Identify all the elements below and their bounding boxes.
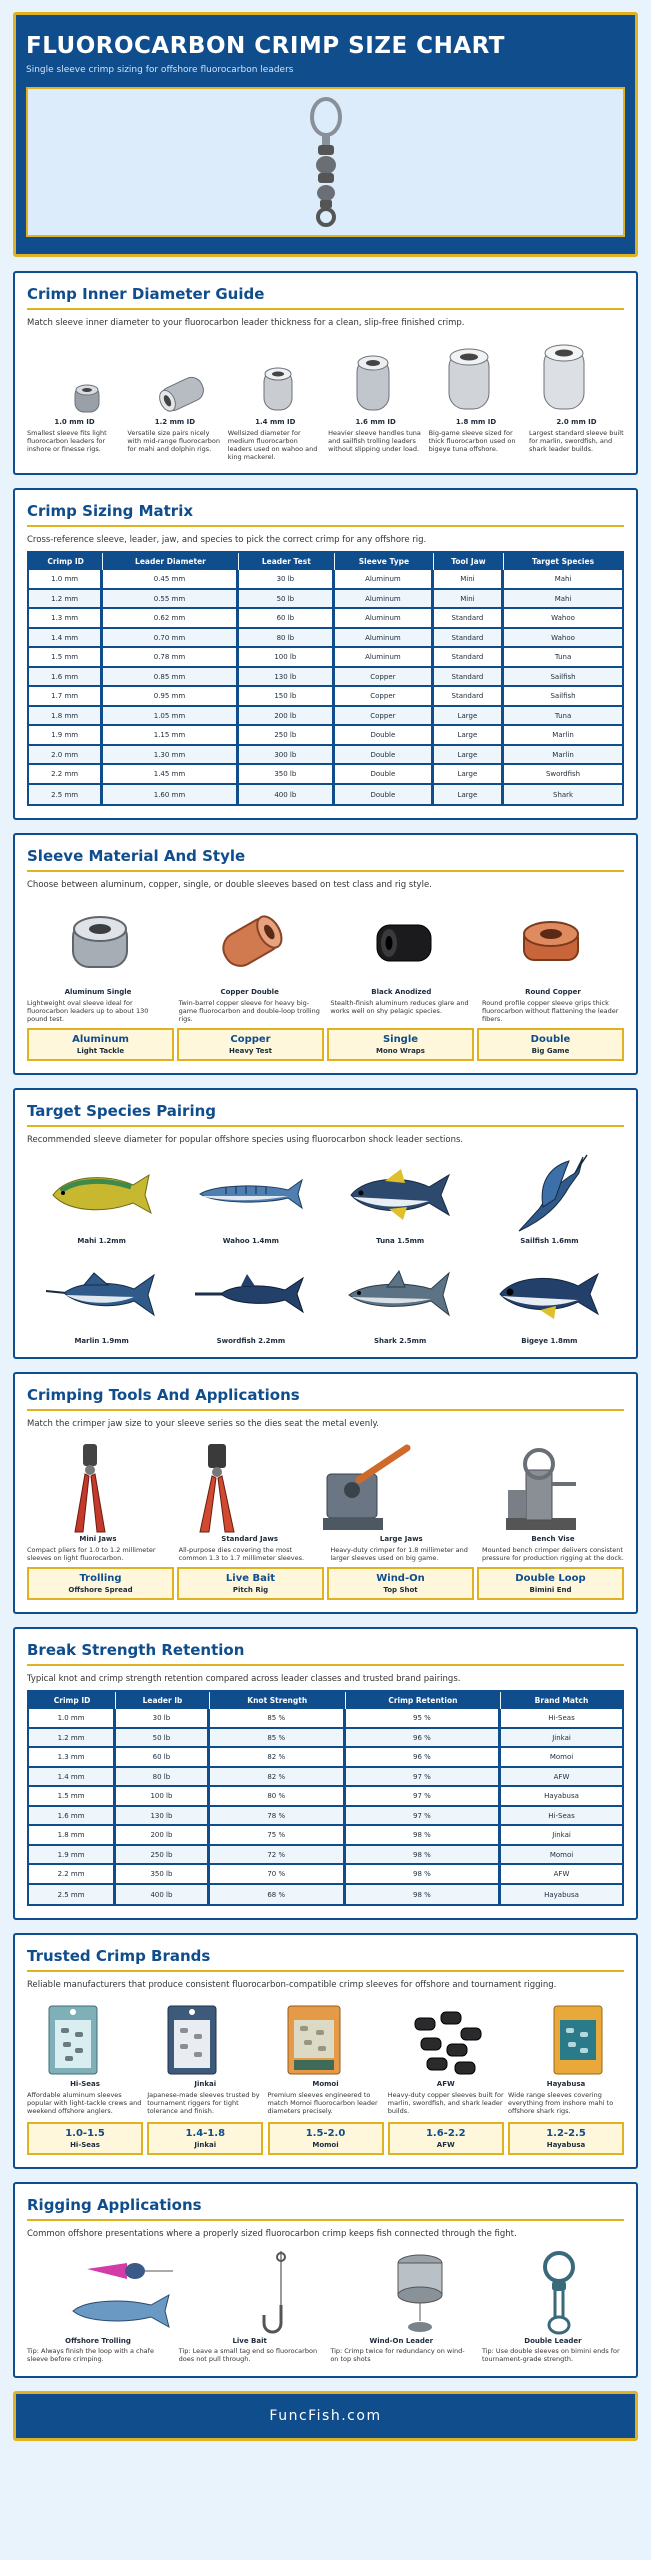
table-header: Crimp Retention xyxy=(346,1692,501,1709)
diameter-descriptions xyxy=(27,418,624,461)
section-title: Crimping Tools And Applications xyxy=(27,1386,624,1411)
table-row xyxy=(29,590,622,610)
table-cell: 1.15 mm xyxy=(103,726,238,746)
table-row xyxy=(29,1865,622,1885)
material-item: Copper Double Twin-barrel copper sleeve for heavy big-game fluorocarbon and double-loop trolling rigs. xyxy=(178,988,320,1024)
round-copper-sleeve-icon xyxy=(516,912,586,972)
table-cell: Double xyxy=(335,726,434,746)
table-row xyxy=(29,1885,622,1905)
bigeye-tuna-icon xyxy=(494,1268,604,1320)
table-cell: Double xyxy=(335,765,434,785)
diameter-item: 2.0 mm ID Largest standard sleeve built for marlin, swordfish, and shark leader builds. xyxy=(528,418,624,453)
material-pill: Copper Heavy Test xyxy=(177,1028,324,1061)
table-header: Target Species xyxy=(504,553,622,570)
table-cell: Large xyxy=(434,707,504,727)
sleeve-material-section xyxy=(13,833,638,1075)
table-cell: 95 % xyxy=(346,1709,501,1729)
table-header: Crimp ID xyxy=(29,553,103,570)
sizing-matrix-section xyxy=(13,488,638,820)
table-cell: Tuna xyxy=(504,648,622,668)
table-cell: Hayabusa xyxy=(501,1787,622,1807)
table-cell: 1.8 mm xyxy=(29,1826,116,1846)
table-cell: Copper xyxy=(335,687,434,707)
table-header: Leader Test xyxy=(239,553,335,570)
table-cell: 1.2 mm xyxy=(29,1729,116,1749)
section-title: Trusted Crimp Brands xyxy=(27,1947,624,1972)
table-cell: Marlin xyxy=(504,726,622,746)
section-intro: Recommended sleeve diameter for popular offshore species using fluorocarbon shock leader sections. xyxy=(27,1135,464,1146)
table-row xyxy=(29,746,622,766)
table-cell: 97 % xyxy=(346,1768,501,1788)
rigging-descriptions xyxy=(27,2337,624,2364)
material-images xyxy=(27,896,624,988)
table-cell: 78 % xyxy=(210,1807,346,1827)
brand-item: AFW Heavy-duty copper sleeves built for marlin, swordfish, and shark leader builds. xyxy=(387,2080,504,2116)
material-pill: Single Mono Wraps xyxy=(327,1028,474,1061)
afw-sleeves-icon xyxy=(407,2008,487,2078)
table-cell: 80 % xyxy=(210,1787,346,1807)
table-cell: 80 lb xyxy=(239,629,335,649)
tool-item: Large Jaws Heavy-duty crimper for 1.8 millimeter and larger sleeves used on big game. xyxy=(330,1535,468,1563)
table-row xyxy=(29,570,622,590)
table-cell: 2.2 mm xyxy=(29,1865,116,1885)
table-cell: Sailfish xyxy=(504,668,622,688)
table-cell: Aluminum xyxy=(335,609,434,629)
table-cell: 1.60 mm xyxy=(103,785,238,805)
section-intro: Typical knot and crimp strength retention compared across leader classes and trusted brand pairings. xyxy=(27,1674,461,1685)
table-row xyxy=(29,1787,622,1807)
table-row xyxy=(29,1826,622,1846)
table-cell: Momoi xyxy=(501,1846,622,1866)
material-pills xyxy=(27,1028,624,1061)
sizing-matrix-table xyxy=(27,551,624,806)
table-cell: 98 % xyxy=(346,1826,501,1846)
table-cell: Mahi xyxy=(504,570,622,590)
table-cell: Aluminum xyxy=(335,629,434,649)
table-header: Leader Diameter xyxy=(103,553,238,570)
trolling-lure-icon xyxy=(67,2249,177,2337)
diameter-item: 1.4 mm ID Wellsized diameter for medium fluorocarbon leaders used on wahoo and king mackerel. xyxy=(227,418,318,462)
table-cell: 1.05 mm xyxy=(103,707,238,727)
table-cell: 1.6 mm xyxy=(29,1807,116,1827)
table-cell: Aluminum xyxy=(335,590,434,610)
section-intro: Cross-reference sleeve, leader, jaw, and species to pick the correct crimp for any offshore rig. xyxy=(27,535,427,546)
jinkai-package-icon xyxy=(164,2002,220,2078)
table-cell: Standard xyxy=(434,629,504,649)
table-row xyxy=(29,765,622,785)
section-title: Rigging Applications xyxy=(27,2196,624,2221)
table-cell: 130 lb xyxy=(239,668,335,688)
footer-link[interactable]: FuncFish.com xyxy=(269,2407,382,2424)
table-cell: Standard xyxy=(434,609,504,629)
table-row xyxy=(29,648,622,668)
sleeve-1-6-icon xyxy=(333,352,413,414)
section-intro: Match the crimper jaw size to your sleeve series so the dies seat the metal evenly. xyxy=(27,1419,379,1430)
brand-pill: 1.5-2.0 Momoi xyxy=(268,2122,384,2155)
table-cell: 350 lb xyxy=(116,1865,210,1885)
table-row xyxy=(29,1846,622,1866)
section-intro: Match sleeve inner diameter to your fluorocarbon leader thickness for a clean, slip-free finished crimp. xyxy=(27,318,465,328)
table-header: Knot Strength xyxy=(210,1692,346,1709)
rigging-applications-section xyxy=(13,2182,638,2378)
table-cell: 100 lb xyxy=(239,648,335,668)
table-cell: Double xyxy=(335,785,434,805)
wahoo-fish-icon xyxy=(196,1174,306,1214)
table-cell: 100 lb xyxy=(116,1787,210,1807)
table-header: Leader lb xyxy=(116,1692,210,1709)
table-header: Crimp ID xyxy=(29,1692,116,1709)
table-cell: Copper xyxy=(335,668,434,688)
table-cell: 150 lb xyxy=(239,687,335,707)
rigging-item: Double Leader Tip: Use double sleeves on bimini ends for tournament-grade strength. xyxy=(481,2336,620,2364)
brand-pill: 1.2-2.5 Hayabusa xyxy=(508,2122,624,2155)
page-title: FLUOROCARBON CRIMP SIZE CHART xyxy=(26,33,505,59)
species-item: Shark 2.5mm xyxy=(326,1253,475,1345)
species-item: Bigeye 1.8mm xyxy=(475,1253,624,1345)
table-cell: 75 % xyxy=(210,1826,346,1846)
brand-item: Jinkai Japanese-made sleeves trusted by tournament riggers for tight tolerance and finish. xyxy=(147,2080,260,2116)
table-cell: Jinkai xyxy=(501,1729,622,1749)
table-cell: 97 % xyxy=(346,1807,501,1827)
table-cell: 0.45 mm xyxy=(103,570,238,590)
section-title: Break Strength Retention xyxy=(27,1641,624,1666)
table-cell: 0.85 mm xyxy=(103,668,238,688)
table-row xyxy=(29,1748,622,1768)
sleeve-1-8-icon xyxy=(429,346,509,414)
sailfish-icon xyxy=(509,1153,589,1235)
section-title: Target Species Pairing xyxy=(27,1102,624,1127)
table-row xyxy=(29,785,622,805)
table-cell: Wahoo xyxy=(504,629,622,649)
tool-descriptions xyxy=(27,1535,624,1562)
table-cell: 70 % xyxy=(210,1865,346,1885)
table-cell: 30 lb xyxy=(116,1709,210,1729)
swordfish-icon xyxy=(193,1272,308,1317)
standard-crimper-icon xyxy=(192,1440,242,1535)
table-cell: 50 lb xyxy=(116,1729,210,1749)
rigging-item: Wind-On Leader Tip: Crimp twice for redundancy on wind-on top shots xyxy=(330,2336,465,2364)
momoi-package-icon xyxy=(284,2002,344,2078)
section-title: Crimp Inner Diameter Guide xyxy=(27,285,624,310)
trusted-brands-section xyxy=(13,1933,638,2168)
hiseas-package-icon xyxy=(45,2002,101,2078)
brand-item: Hayabusa Wide range sleeves covering everything from inshore mahi to offshore shark rigs. xyxy=(508,2080,614,2116)
table-header: Brand Match xyxy=(501,1692,622,1709)
table-cell: 68 % xyxy=(210,1885,346,1905)
table-cell: 1.5 mm xyxy=(29,1787,116,1807)
sleeve-size-images xyxy=(27,334,624,414)
table-cell: 400 lb xyxy=(239,785,335,805)
shark-icon xyxy=(345,1269,455,1319)
table-cell: Swordfish xyxy=(504,765,622,785)
application-pill: Trolling Offshore Spread xyxy=(27,1567,174,1600)
table-row xyxy=(29,668,622,688)
table-cell: 96 % xyxy=(346,1729,501,1749)
table-cell: 350 lb xyxy=(239,765,335,785)
application-pill: Wind-On Top Shot xyxy=(327,1567,474,1600)
section-title: Sleeve Material And Style xyxy=(27,847,624,872)
table-cell: 1.4 mm xyxy=(29,1768,116,1788)
material-pill: Aluminum Light Tackle xyxy=(27,1028,174,1061)
table-cell: Sailfish xyxy=(504,687,622,707)
sleeve-1-0-icon xyxy=(47,382,127,414)
table-cell: 98 % xyxy=(346,1865,501,1885)
table-cell: 97 % xyxy=(346,1787,501,1807)
table-cell: 200 lb xyxy=(116,1826,210,1846)
table-cell: Hi-Seas xyxy=(501,1709,622,1729)
table-cell: Standard xyxy=(434,668,504,688)
species-item: Tuna 1.5mm xyxy=(326,1153,475,1245)
marlin-fish-icon xyxy=(44,1269,159,1319)
table-cell: 1.9 mm xyxy=(29,726,103,746)
table-cell: Copper xyxy=(335,707,434,727)
section-intro: Common offshore presentations where a properly sized fluorocarbon crimp keeps fish connected through the fight. xyxy=(27,2228,517,2239)
section-intro: Reliable manufacturers that produce consistent fluorocarbon-compatible crimp sleeves for offshore and tournament rigging. xyxy=(27,1980,557,1991)
sleeve-1-4-icon xyxy=(238,364,318,414)
table-cell: Large xyxy=(434,726,504,746)
table-cell: Mini xyxy=(434,590,504,610)
species-grid xyxy=(27,1153,624,1345)
table-cell: Large xyxy=(434,746,504,766)
brand-pill: 1.4-1.8 Jinkai xyxy=(147,2122,263,2155)
table-cell: Hayabusa xyxy=(501,1885,622,1905)
table-cell: Jinkai xyxy=(501,1826,622,1846)
material-pill: Double Big Game xyxy=(477,1028,624,1061)
table-cell: 1.5 mm xyxy=(29,648,103,668)
table-cell: 300 lb xyxy=(239,746,335,766)
diameter-item: 1.0 mm ID Smallest sleeve fits light fluorocarbon leaders for inshore or finesse rigs. xyxy=(27,418,107,453)
diameter-item: 1.2 mm ID Versatile size pairs nicely with mid-range fluorocarbon for mahi and dolphin rigs. xyxy=(127,418,220,453)
break-strength-section xyxy=(13,1627,638,1920)
species-item: Mahi 1.2mm xyxy=(27,1153,176,1245)
table-row xyxy=(29,707,622,727)
swivel-crimp-image xyxy=(26,87,625,237)
table-cell: 1.8 mm xyxy=(29,707,103,727)
table-cell: 0.62 mm xyxy=(103,609,238,629)
table-cell: 82 % xyxy=(210,1768,346,1788)
hero-banner xyxy=(13,12,638,257)
tool-images xyxy=(27,1435,624,1535)
table-cell: Marlin xyxy=(504,746,622,766)
table-cell: 1.2 mm xyxy=(29,590,103,610)
table-cell: 400 lb xyxy=(116,1885,210,1905)
hayabusa-package-icon xyxy=(550,2002,606,2078)
table-cell: 0.95 mm xyxy=(103,687,238,707)
table-cell: Standard xyxy=(434,687,504,707)
material-descriptions xyxy=(27,988,624,1023)
table-cell: 96 % xyxy=(346,1748,501,1768)
table-cell: Momoi xyxy=(501,1748,622,1768)
brand-descriptions xyxy=(27,2080,624,2115)
live-bait-hook-icon xyxy=(256,2249,306,2337)
diameter-guide-section xyxy=(13,271,638,475)
table-cell: Tuna xyxy=(504,707,622,727)
table-cell: 0.55 mm xyxy=(103,590,238,610)
table-cell: 1.0 mm xyxy=(29,570,103,590)
table-cell: 1.6 mm xyxy=(29,668,103,688)
table-cell: 2.0 mm xyxy=(29,746,103,766)
material-item: Round Copper Round profile copper sleeve grips thick fluorocarbon without flattening the leader fibers. xyxy=(481,988,619,1024)
table-cell: 60 lb xyxy=(239,609,335,629)
table-cell: 82 % xyxy=(210,1748,346,1768)
rigging-item: Offshore Trolling Tip: Always finish the loop with a chafe sleeve before crimping. xyxy=(27,2336,154,2364)
tool-item: Mini Jaws Compact pliers for 1.0 to 1.2 millimeter sleeves on light fluorocarbon. xyxy=(27,1535,156,1563)
table-cell: 1.0 mm xyxy=(29,1709,116,1729)
table-cell: 200 lb xyxy=(239,707,335,727)
table-row xyxy=(29,1729,622,1749)
table-cell: 250 lb xyxy=(116,1846,210,1866)
wind-on-spool-icon xyxy=(385,2249,455,2337)
double-leader-icon xyxy=(534,2249,584,2337)
table-cell: Aluminum xyxy=(335,648,434,668)
table-cell: 1.30 mm xyxy=(103,746,238,766)
section-intro: Choose between aluminum, copper, single, or double sleeves based on test class and rig style. xyxy=(27,880,432,891)
species-item: Sailfish 1.6mm xyxy=(475,1153,624,1245)
table-cell: AFW xyxy=(501,1865,622,1885)
brand-item: Hi-Seas Affordable aluminum sleeves popular with light-tackle crews and weekend offshore anglers. xyxy=(27,2080,142,2116)
species-item: Marlin 1.9mm xyxy=(27,1253,176,1345)
table-cell: 80 lb xyxy=(116,1768,210,1788)
table-cell: 50 lb xyxy=(239,590,335,610)
table-cell: 1.3 mm xyxy=(29,609,103,629)
species-pairing-section xyxy=(13,1088,638,1359)
table-cell: Wahoo xyxy=(504,609,622,629)
species-item: Wahoo 1.4mm xyxy=(176,1153,325,1245)
table-cell: 2.2 mm xyxy=(29,765,103,785)
table-cell: 1.3 mm xyxy=(29,1748,116,1768)
brand-pill: 1.6-2.2 AFW xyxy=(388,2122,504,2155)
page-subtitle: Single sleeve crimp sizing for offshore fluorocarbon leaders xyxy=(26,65,294,75)
black-sleeve-icon xyxy=(369,915,439,970)
table-cell: 0.78 mm xyxy=(103,648,238,668)
table-row xyxy=(29,687,622,707)
application-pill: Double Loop Bimini End xyxy=(477,1567,624,1600)
table-cell: Mahi xyxy=(504,590,622,610)
mini-crimper-icon xyxy=(65,1440,115,1535)
table-cell: 98 % xyxy=(346,1885,501,1905)
table-cell: 98 % xyxy=(346,1846,501,1866)
table-cell: 2.5 mm xyxy=(29,785,103,805)
table-row xyxy=(29,1807,622,1827)
application-pills xyxy=(27,1567,624,1600)
table-cell: 1.4 mm xyxy=(29,629,103,649)
table-cell: Large xyxy=(434,765,504,785)
footer xyxy=(13,2391,638,2441)
table-cell: AFW xyxy=(501,1768,622,1788)
application-pill: Live Bait Pitch Rig xyxy=(177,1567,324,1600)
sleeve-1-2-icon xyxy=(142,374,222,414)
brand-pill: 1.0-1.5 Hi-Seas xyxy=(27,2122,143,2155)
table-cell: 2.5 mm xyxy=(29,1885,116,1905)
copper-sleeve-icon xyxy=(212,907,292,977)
table-cell: 1.7 mm xyxy=(29,687,103,707)
table-cell: 60 lb xyxy=(116,1748,210,1768)
table-cell: 1.45 mm xyxy=(103,765,238,785)
table-cell: Aluminum xyxy=(335,570,434,590)
table-cell: Mini xyxy=(434,570,504,590)
table-cell: 85 % xyxy=(210,1709,346,1729)
diameter-item: 1.8 mm ID Big-game sleeve sized for thick fluorocarbon used on bigeye tuna offshore. xyxy=(428,418,516,453)
table-row xyxy=(29,1709,622,1729)
table-cell: Shark xyxy=(504,785,622,805)
brand-images xyxy=(27,1996,624,2078)
table-cell: 130 lb xyxy=(116,1807,210,1827)
break-strength-table xyxy=(27,1690,624,1906)
material-item: Black Anodized Stealth-finish aluminum reduces glare and works well on shy pelagic species. xyxy=(330,988,469,1016)
table-header: Tool Jaw xyxy=(434,553,504,570)
tuna-fish-icon xyxy=(345,1167,455,1222)
bench-vise-icon xyxy=(496,1440,586,1535)
table-cell: 250 lb xyxy=(239,726,335,746)
table-row xyxy=(29,726,622,746)
table-cell: Large xyxy=(434,785,504,805)
material-item: Aluminum Single Lightweight oval sleeve ideal for fluorocarbon leaders up to about 130 pound test. xyxy=(27,988,149,1024)
mahi-fish-icon xyxy=(47,1169,157,1219)
species-item: Swordfish 2.2mm xyxy=(176,1253,325,1345)
table-cell: Hi-Seas xyxy=(501,1807,622,1827)
table-row xyxy=(29,609,622,629)
table-row xyxy=(29,629,622,649)
table-cell: Double xyxy=(335,746,434,766)
table-cell: Standard xyxy=(434,648,504,668)
sleeve-2-0-icon xyxy=(524,342,604,414)
diameter-item: 1.6 mm ID Heavier sleeve handles tuna and sailfish trolling leaders without slipping under load. xyxy=(328,418,421,453)
brand-size-pills xyxy=(27,2122,624,2155)
large-crimper-icon xyxy=(319,1440,419,1535)
rigging-item: Live Bait Tip: Leave a small tag end so fluorocarbon does not pull through. xyxy=(178,2336,318,2364)
table-cell: 85 % xyxy=(210,1729,346,1749)
rigging-images xyxy=(27,2245,624,2337)
table-header: Sleeve Type xyxy=(335,553,434,570)
tool-item: Standard Jaws All-purpose dies covering the most common 1.3 to 1.7 millimeter sleeves. xyxy=(178,1535,305,1563)
table-row xyxy=(29,1768,622,1788)
table-cell: 1.9 mm xyxy=(29,1846,116,1866)
swivel-icon xyxy=(296,95,356,230)
table-cell: 72 % xyxy=(210,1846,346,1866)
table-cell: 30 lb xyxy=(239,570,335,590)
tool-item: Bench Vise Mounted bench crimper delivers consistent pressure for production rigging at the dock. xyxy=(481,1535,624,1563)
section-title: Crimp Sizing Matrix xyxy=(27,502,624,527)
crimping-tools-section xyxy=(13,1372,638,1614)
brand-item: Momoi Premium sleeves engineered to match Momoi fluorocarbon leader diameters precisely. xyxy=(267,2080,378,2116)
table-cell: 0.70 mm xyxy=(103,629,238,649)
aluminum-sleeve-icon xyxy=(65,907,135,977)
